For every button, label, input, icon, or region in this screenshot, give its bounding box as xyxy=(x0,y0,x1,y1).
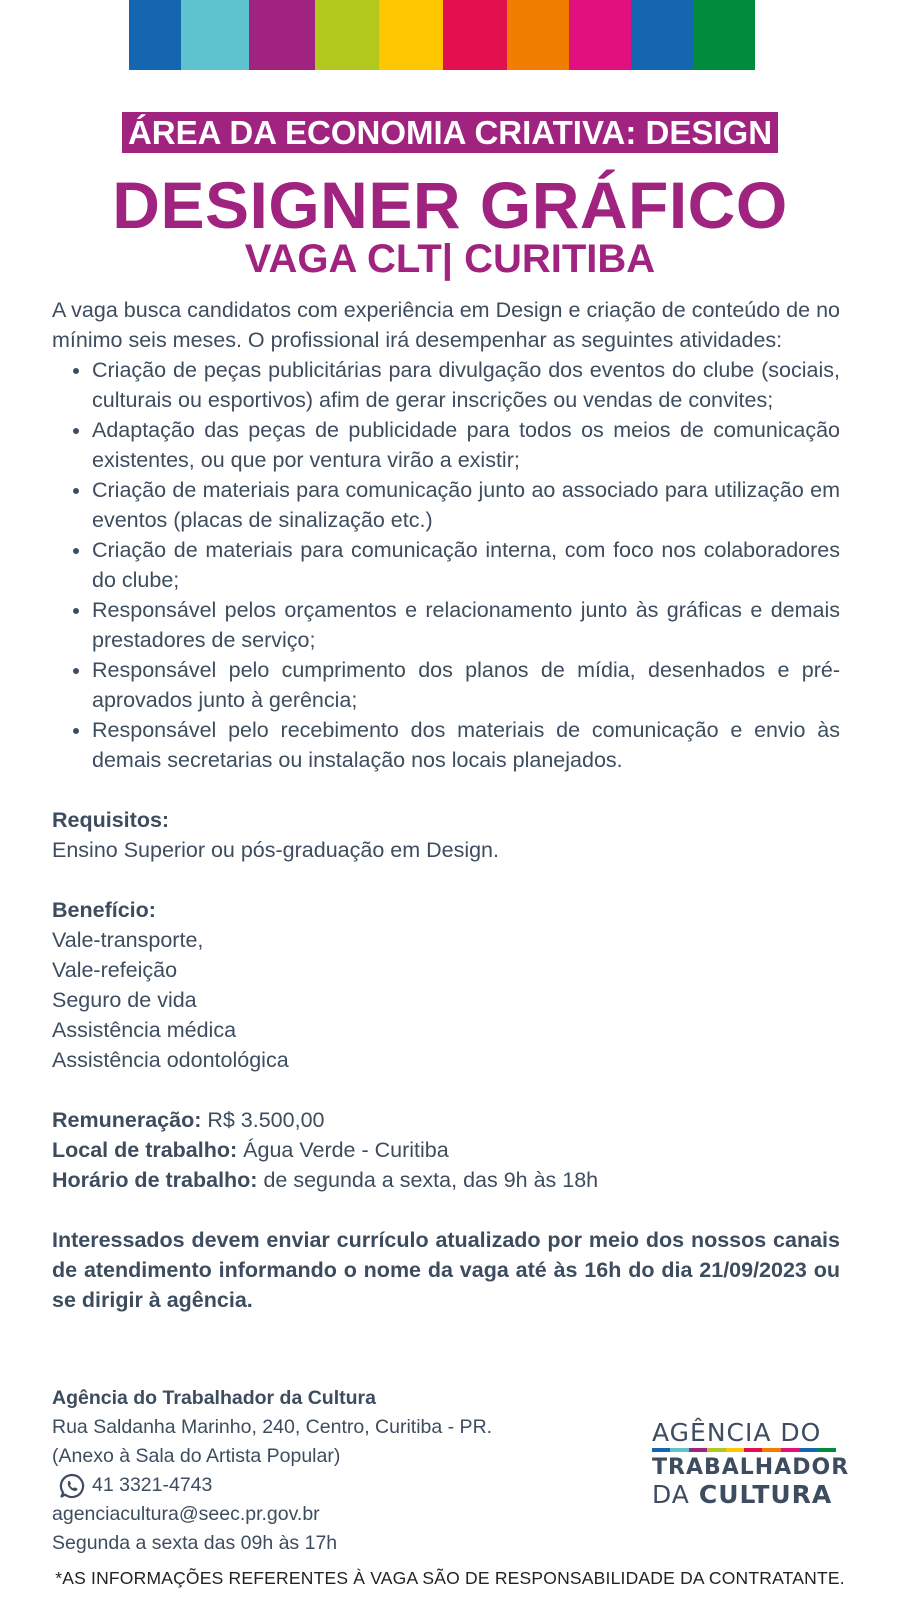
color-stripe xyxy=(507,0,569,70)
job-description xyxy=(52,295,840,1315)
intro-text: A vaga busca candidatos com experiência em Design e criação de conteúdo de no mínimo seis meses. O profissional irá desempenhar as seguintes atividades: xyxy=(52,298,840,352)
color-stripe xyxy=(693,0,755,70)
color-stripe xyxy=(379,0,443,70)
disclaimer: *AS INFORMAÇÕES REFERENTES À VAGA SÃO DE RESPONSABILIDADE DA CONTRATANTE. xyxy=(55,1568,845,1588)
hours-value: de segunda a sexta, das 9h às 18h xyxy=(257,1168,599,1192)
opening-hours: Segunda a sexta das 09h às 17h xyxy=(52,1532,338,1554)
logo-stripe-segment xyxy=(726,1448,744,1452)
spacer xyxy=(52,1195,840,1225)
email-link[interactable]: agenciacultura@seec.pr.gov.br xyxy=(52,1503,320,1525)
location-value: Água Verde - Curitiba xyxy=(237,1138,449,1162)
phone-number: 41 3321-4743 xyxy=(92,1474,213,1496)
logo-stripe-segment xyxy=(762,1448,780,1452)
benefit-item: Vale-transporte, xyxy=(52,928,204,952)
color-stripe xyxy=(249,0,315,70)
color-stripe xyxy=(631,0,693,70)
logo-stripe-segment xyxy=(652,1448,670,1452)
logo-stripe-segment xyxy=(670,1448,688,1452)
duty-item: • Criação de materiais para comunicação junto ao associado para utilização em eventos (placas de sinalização etc.) xyxy=(92,475,840,535)
logo-stripe-segment xyxy=(799,1448,817,1452)
duty-item: • Adaptação das peças de publicidade para todos os meios de comunicação existentes, ou que por ventura virão a existir; xyxy=(92,415,840,475)
benefit-item: Assistência odontológica xyxy=(52,1048,289,1072)
spacer xyxy=(52,775,840,805)
phone-row[interactable] xyxy=(52,1471,612,1500)
logo-stripe-segment xyxy=(707,1448,725,1452)
duties-list xyxy=(52,355,840,775)
spacer xyxy=(52,1075,840,1105)
benefit-item: Seguro de vida xyxy=(52,988,197,1012)
salary-row xyxy=(52,1105,840,1135)
job-title: DESIGNER GRÁFICO xyxy=(112,168,788,242)
agency-name: Agência do Trabalhador da Cultura xyxy=(52,1387,376,1409)
salary-value: R$ 3.500,00 xyxy=(201,1108,325,1132)
requirements-text: Ensino Superior ou pós-graduação em Design. xyxy=(52,838,499,862)
hours-row xyxy=(52,1165,840,1195)
logo-stripe-segment xyxy=(689,1448,707,1452)
logo-line-2: TRABALHADOR xyxy=(652,1455,850,1480)
duty-item: • Responsável pelo cumprimento dos planos de mídia, desenhados e pré-aprovados junto à gerência; xyxy=(92,655,840,715)
location-row xyxy=(52,1135,840,1165)
spacer xyxy=(52,865,840,895)
benefit-item: Vale-refeição xyxy=(52,958,178,982)
duty-item: • Responsável pelo recebimento dos materiais de comunicação e envio às demais secretarias ou instalação nos locais planejados. xyxy=(92,715,840,775)
benefits-title: Benefício: xyxy=(52,898,156,922)
requirements-title: Requisitos: xyxy=(52,808,170,832)
job-subtitle: VAGA CLT| CURITIBA xyxy=(244,237,656,281)
call-to-action: Interessados devem enviar currículo atualizado por meio dos nossos canais de atendimento informando o nome da vaga até às 16h do dia 21/09/2023 ou se dirigir à agência. xyxy=(52,1228,840,1312)
address: Rua Saldanha Marinho, 240, Centro, Curitiba - PR. xyxy=(52,1416,493,1438)
logo-line-3-light: DA xyxy=(652,1480,699,1509)
color-stripe xyxy=(315,0,379,70)
logo-line-1: AGÊNCIA DO xyxy=(652,1418,822,1447)
duty-item: • Criação de peças publicitárias para divulgação dos eventos do clube (sociais, culturais ou esportivos) afim de gerar inscrições ou vendas de convites; xyxy=(92,355,840,415)
color-stripe xyxy=(569,0,631,70)
duty-item: • Criação de materiais para comunicação interna, com foco nos colaboradores do clube; xyxy=(92,535,840,595)
location-label: Local de trabalho: xyxy=(52,1138,238,1162)
benefit-item: Assistência médica xyxy=(52,1018,237,1042)
color-stripe-banner xyxy=(129,0,765,70)
agency-logo xyxy=(652,1418,850,1510)
color-stripe xyxy=(443,0,507,70)
hours-label: Horário de trabalho: xyxy=(52,1168,258,1192)
address-note: (Anexo à Sala do Artista Popular) xyxy=(52,1445,341,1467)
salary-label: Remuneração: xyxy=(52,1108,202,1132)
logo-line-3 xyxy=(652,1481,836,1509)
area-label-wrap xyxy=(0,112,900,153)
logo-color-stripe xyxy=(652,1448,836,1452)
logo-stripe-segment xyxy=(781,1448,799,1452)
contact-block xyxy=(52,1384,612,1558)
logo-stripe-segment xyxy=(744,1448,762,1452)
logo-stripe-segment xyxy=(818,1448,836,1452)
duty-item: • Responsável pelos orçamentos e relacionamento junto às gráficas e demais prestadores de serviço; xyxy=(92,595,840,655)
color-stripe xyxy=(129,0,181,70)
logo-line-3-bold: CULTURA xyxy=(698,1480,833,1509)
area-label: ÁREA DA ECONOMIA CRIATIVA: DESIGN xyxy=(122,112,778,153)
color-stripe xyxy=(181,0,249,70)
whatsapp-icon xyxy=(58,1472,86,1500)
